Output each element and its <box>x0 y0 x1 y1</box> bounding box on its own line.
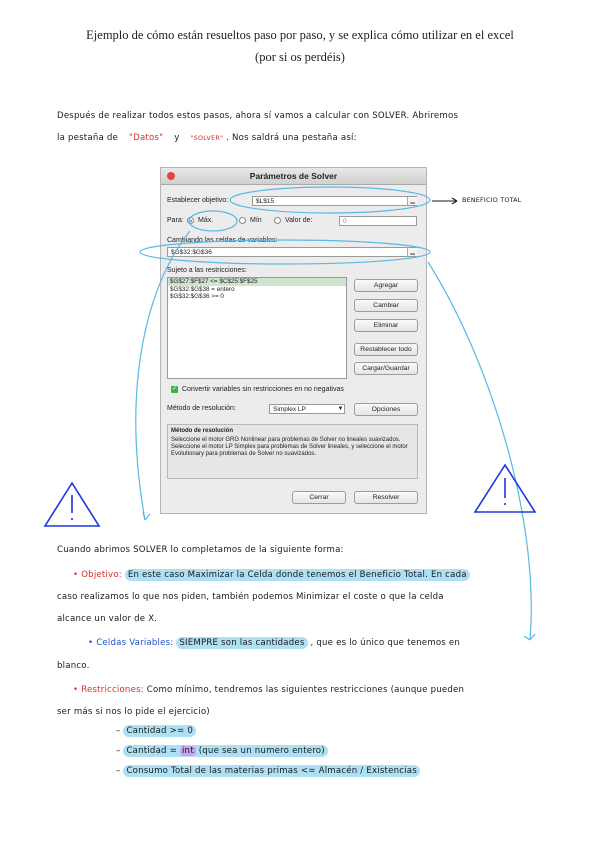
solver-label: "SOLVER" <box>190 134 224 142</box>
celdas-highlight: SIEMPRE son las cantidades <box>176 637 307 649</box>
restriction-3-text: Consumo Total de las materias primas <= Almacén / Existencias <box>123 765 419 777</box>
document-title: Ejemplo de cómo están resueltos paso por paso, y se explica cómo utilizar en el excel <box>86 28 514 42</box>
restriction-1-text: Cantidad >= 0 <box>123 725 196 737</box>
eliminar-button[interactable]: Eliminar <box>354 319 418 332</box>
desc-text: Seleccione el motor GRG Nonlinear para problemas de Solver no lineales suavizados. Seleccione el motor LP Simplex para problemas de Solver lineales, y seleccione el motor Evolutionary para problemas de Solver no suavizados. <box>171 437 408 457</box>
checkbox-nonneg[interactable]: ✓ <box>171 386 178 392</box>
arrow-line-celdas <box>428 262 531 640</box>
intro-line-1: Después de realizar todos estos pasos, ahora sí vamos a calcular con SOLVER. Abriremos <box>57 111 459 121</box>
max-highlight-ellipse <box>189 211 237 231</box>
objective-label: Establecer objetivo: <box>167 197 229 204</box>
changing-cells-input[interactable]: $G$32:$G$36 <box>167 247 417 257</box>
objetivo-text: En este caso Maximizar la Celda donde tenemos el Beneficio Total. En cada <box>125 569 470 581</box>
int-highlight: int <box>181 746 194 756</box>
restriction-2-text <box>123 745 327 757</box>
changing-label: Cambiando las celdas de variables: <box>167 237 278 244</box>
restricciones-label: • Restricciones: <box>73 685 144 695</box>
restriction-1: – Cantidad >= 0 <box>116 726 196 736</box>
radio-min-label: Mín <box>250 217 262 224</box>
valor-input[interactable]: 0 <box>339 216 417 226</box>
constraint-item[interactable]: $G$32:$G$38 = entero <box>170 285 235 293</box>
beneficio-total-note: BENEFICIO TOTAL <box>462 196 522 204</box>
document-subtitle: (por si os perdéis) <box>255 50 345 64</box>
resolver-button[interactable]: Resolver <box>354 491 418 504</box>
opciones-button[interactable]: Opciones <box>354 403 418 416</box>
changing-picker-icon[interactable]: ▁ <box>407 248 417 256</box>
datos-tab-label: "Datos" <box>128 133 164 143</box>
intro-text-b: . Nos saldrá una pestaña así: <box>226 133 357 143</box>
arrow-head-celdas <box>524 634 535 640</box>
objetivo-line-2: caso realizamos lo que nos piden, también podemos Minimizar el coste o que la celda <box>57 592 444 602</box>
desc-title: Método de resolución <box>171 428 234 434</box>
cargar-guardar-button[interactable]: Cargar/Guardar <box>354 362 418 375</box>
celdas-text: , que es lo único que tenemos en <box>310 638 461 648</box>
constraint-item[interactable]: $G$32:$G$36 >= 0 <box>170 293 224 300</box>
method-label: Método de resolución: <box>167 405 236 412</box>
restriction-2-a: Cantidad = <box>126 746 178 756</box>
cerrar-button[interactable]: Cerrar <box>292 491 346 504</box>
checkbox-label: Convertir variables sin restricciones en no negativas <box>182 386 344 393</box>
celdas-label: • Celdas Variables: <box>88 638 174 648</box>
restriction-2: – Cantidad = int (que sea un numero entero) <box>116 746 328 756</box>
arrow-line-objetivo <box>136 231 190 520</box>
constraints-label: Sujeto a las restricciones: <box>167 267 247 274</box>
cambiar-button[interactable]: Cambiar <box>354 299 418 312</box>
dialog-title: Parámetros de Solver <box>249 171 338 181</box>
changing-highlight-ellipse <box>140 240 430 264</box>
objective-picker-icon[interactable]: ▁ <box>407 197 417 205</box>
objetivo-line-3: alcance un valor de X. <box>57 614 158 624</box>
restablecer-button[interactable]: Restablecer todo <box>354 343 418 356</box>
restricciones-line <box>73 685 464 695</box>
chevron-down-icon[interactable]: ▼ <box>337 406 344 412</box>
constraint-item[interactable]: $G$27:$F$27 <= $C$25:$F$25 <box>168 278 346 286</box>
restricciones-line-2: ser más si nos lo pide el ejercicio) <box>57 707 210 717</box>
agregar-button[interactable]: Agregar <box>354 279 418 292</box>
intro-y: y <box>174 133 180 143</box>
intro-text-a: la pestaña de <box>57 133 119 143</box>
para-label: Para: <box>167 217 184 224</box>
restricciones-text: Como mínimo, tendremos las siguientes restricciones (aunque pueden <box>146 685 465 695</box>
objetivo-label: • Objetivo: <box>73 570 122 580</box>
method-select[interactable]: Simplex LP <box>269 404 345 414</box>
radio-max-label: Máx. <box>198 217 214 224</box>
celdas-line <box>88 638 460 648</box>
body-intro: Cuando abrimos SOLVER lo completamos de la siguiente forma: <box>57 545 344 555</box>
restriction-2-b: (que sea un numero entero) <box>198 746 325 756</box>
objective-input[interactable]: $L$15 <box>252 196 417 206</box>
objetivo-line <box>73 570 470 580</box>
celdas-line-2: blanco. <box>57 661 90 671</box>
objective-highlight-ellipse <box>230 187 430 213</box>
radio-valor-label: Valor de: <box>285 217 313 224</box>
restriction-3: – Consumo Total de las materias primas <= Almacén / Existencias <box>116 766 420 776</box>
